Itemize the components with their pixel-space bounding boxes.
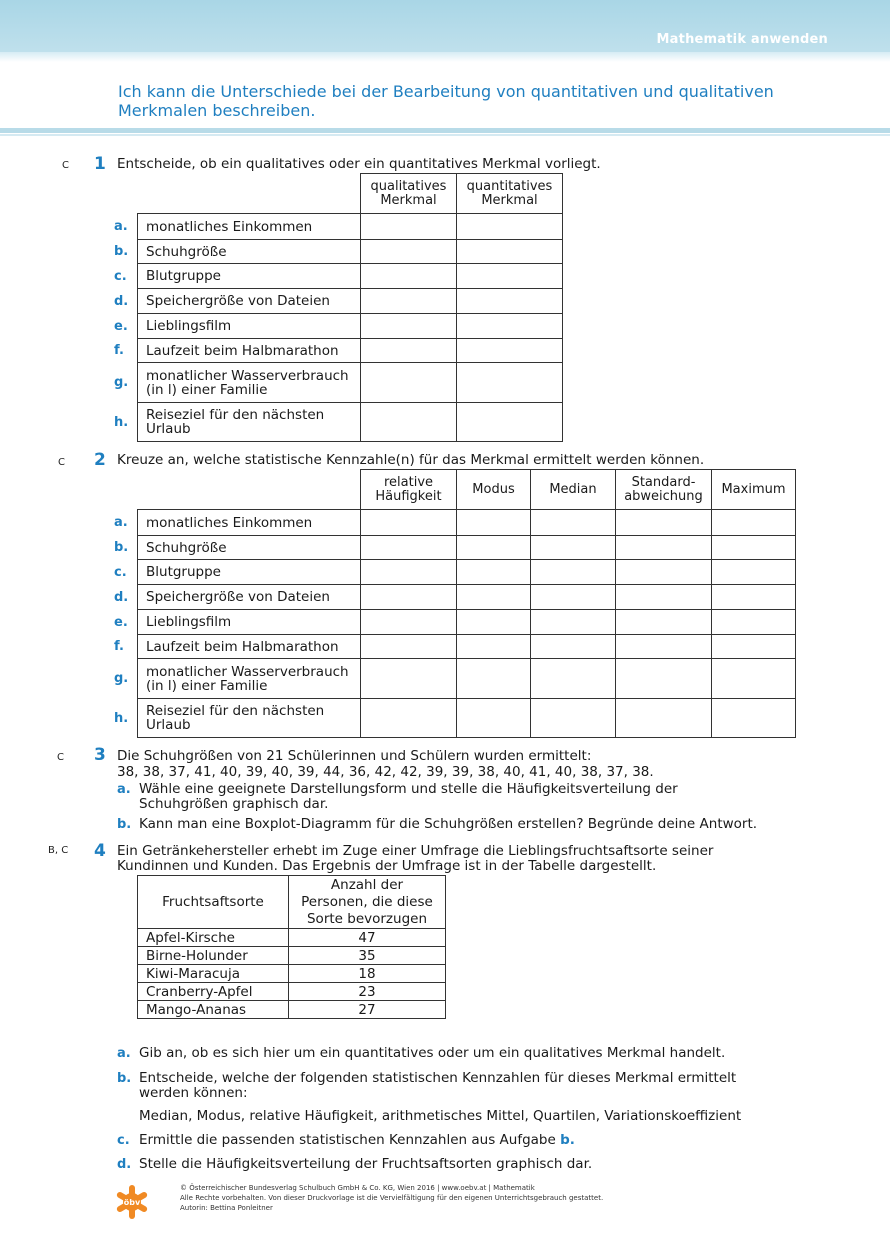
task2-column-header: Maximum <box>711 469 796 510</box>
footer-author: Autorin: Bettina Ponleitner <box>180 1204 273 1212</box>
task2-checkbox-cell[interactable] <box>530 609 616 635</box>
task2-checkbox-cell[interactable] <box>615 634 712 659</box>
task2-checkbox-cell[interactable] <box>456 584 531 610</box>
task2-checkbox-cell[interactable] <box>711 509 796 536</box>
task1-row-letter: e. <box>114 318 128 334</box>
task1-row-label: Blutgruppe <box>137 263 361 289</box>
header-band-fade <box>0 52 890 62</box>
footer-copyright: © Österreichischer Bundesverlag Schulbuch GmbH & Co. KG, Wien 2016 | www.oebv.at | Mathematik <box>180 1184 535 1192</box>
task1-checkbox-cell[interactable] <box>456 263 563 289</box>
task2-checkbox-cell[interactable] <box>530 535 616 560</box>
task2-column-header: Median <box>530 469 616 510</box>
task1-row-label: monatlicher Wasserverbrauch (in l) einer Familie <box>137 362 361 403</box>
task4-c-text <box>139 1133 575 1148</box>
task2-checkbox-cell[interactable] <box>360 634 457 659</box>
task3-b-letter: b. <box>117 817 132 832</box>
task1-checkbox-cell[interactable] <box>456 362 563 403</box>
task1-row-label: monatliches Einkommen <box>137 213 361 240</box>
task1-row-letter: d. <box>114 293 129 309</box>
task2-checkbox-cell[interactable] <box>615 559 712 585</box>
task2-checkbox-cell[interactable] <box>711 634 796 659</box>
juice-table <box>137 875 446 1019</box>
task3-b-text: Kann man eine Boxplot-Diagramm für die Schuhgrößen erstellen? Begründe deine Antwort. <box>139 816 758 832</box>
task2-checkbox-cell[interactable] <box>530 559 616 585</box>
task3-a-text: Wähle eine geeignete Darstellungsform und stelle die Häufigkeitsverteilung der Schuhgrößen graphisch dar. <box>139 781 678 812</box>
task2-checkbox-cell[interactable] <box>615 584 712 610</box>
learning-goal: Ich kann die Unterschiede bei der Bearbeitung von quantitativen und qualitativen Merkmalen beschreiben. <box>118 82 774 120</box>
task2-row-label: Lieblingsfilm <box>137 609 361 635</box>
header-title: Mathematik anwenden <box>656 32 828 47</box>
task4-b-list: Median, Modus, relative Häufigkeit, arithmetisches Mittel, Quartilen, Variationskoeffizient <box>139 1108 742 1124</box>
task2-checkbox-cell[interactable] <box>456 634 531 659</box>
task1-checkbox-cell[interactable] <box>360 213 457 240</box>
task2-checkbox-cell[interactable] <box>530 509 616 536</box>
task4-c-ref: b. <box>560 1132 575 1148</box>
footer-rights: Alle Rechte vorbehalten. Von dieser Druckvorlage ist die Vervielfältigung für den eigenen Unterrichtsgebrauch gestattet. <box>180 1194 604 1202</box>
task2-row-label: Reiseziel für den nächsten Urlaub <box>137 698 361 738</box>
task1-checkbox-cell[interactable] <box>456 288 563 314</box>
task2-row-letter: h. <box>114 710 129 726</box>
task2-checkbox-cell[interactable] <box>456 559 531 585</box>
task2-row-label: monatliches Einkommen <box>137 509 361 536</box>
juice-table-row <box>138 1001 446 1019</box>
juice-table-type: Birne-Holunder <box>138 947 289 965</box>
task2-checkbox-cell[interactable] <box>615 509 712 536</box>
task2-row-letter: c. <box>114 564 127 580</box>
task4-d-letter: d. <box>117 1157 132 1172</box>
task1-checkbox-cell[interactable] <box>456 338 563 363</box>
task2-row-label: Speichergröße von Dateien <box>137 584 361 610</box>
task1-row-letter: h. <box>114 414 129 430</box>
task2-row-letter: f. <box>114 639 124 654</box>
task1-checkbox-cell[interactable] <box>360 402 457 442</box>
juice-table-count: 23 <box>289 983 446 1001</box>
task1-column-header: qualitatives Merkmal <box>360 173 457 214</box>
task4-a-letter: a. <box>117 1046 131 1061</box>
task4-b-text: Entscheide, welche der folgenden statistischen Kennzahlen für dieses Merkmal ermittelt werden können: <box>139 1070 737 1101</box>
task2-row-letter: d. <box>114 589 129 605</box>
oebv-logo-text: öbv <box>123 1198 141 1207</box>
task1-checkbox-cell[interactable] <box>456 239 563 264</box>
task2-checkbox-cell[interactable] <box>711 658 796 699</box>
task2-checkbox-cell[interactable] <box>530 698 616 738</box>
task1-row-letter: c. <box>114 268 127 284</box>
task3-data: 38, 38, 37, 41, 40, 39, 40, 39, 44, 36, 42, 42, 39, 39, 38, 40, 41, 40, 38, 37, 38. <box>117 764 654 780</box>
oebv-logo-icon <box>114 1184 150 1220</box>
task2-column-header: relative Häufigkeit <box>360 469 457 510</box>
task1-row-label: Speichergröße von Dateien <box>137 288 361 314</box>
juice-table-row <box>138 929 446 947</box>
goal-divider <box>0 128 890 133</box>
task2-checkbox-cell[interactable] <box>530 658 616 699</box>
task2-checkbox-cell[interactable] <box>711 535 796 560</box>
task2-instruction: Kreuze an, welche statistische Kennzahle(n) für das Merkmal ermittelt werden können. <box>117 452 705 468</box>
task2-row-letter: g. <box>114 671 129 686</box>
task2-checkbox-cell[interactable] <box>360 698 457 738</box>
juice-table-count: 18 <box>289 965 446 983</box>
task1-row-letter: f. <box>114 343 124 358</box>
task2-checkbox-cell[interactable] <box>615 698 712 738</box>
task1-checkbox-cell[interactable] <box>360 338 457 363</box>
task2-row-label: monatlicher Wasserverbrauch (in l) einer Familie <box>137 658 361 699</box>
task2-checkbox-cell[interactable] <box>530 634 616 659</box>
task2-checkbox-cell[interactable] <box>615 609 712 635</box>
task2-number: 2 <box>94 450 106 470</box>
task3-instruction: Die Schuhgrößen von 21 Schülerinnen und Schülern wurden ermittelt: <box>117 748 592 764</box>
task2-row-label: Blutgruppe <box>137 559 361 585</box>
task2-row-letter: b. <box>114 540 129 555</box>
task2-checkbox-cell[interactable] <box>456 658 531 699</box>
task2-checkbox-cell[interactable] <box>530 584 616 610</box>
juice-table-count: 35 <box>289 947 446 965</box>
task2-checkbox-cell[interactable] <box>456 509 531 536</box>
task2-row-label: Schuhgröße <box>137 535 361 560</box>
juice-table-header-type: Fruchtsaftsorte <box>138 876 289 929</box>
task2-row-letter: e. <box>114 614 128 630</box>
task1-number: 1 <box>94 154 106 174</box>
task1-level: C <box>62 160 69 171</box>
juice-table-type: Apfel-Kirsche <box>138 929 289 947</box>
task2-checkbox-cell[interactable] <box>360 658 457 699</box>
task2-checkbox-cell[interactable] <box>360 584 457 610</box>
task2-checkbox-cell[interactable] <box>615 535 712 560</box>
task1-checkbox-cell[interactable] <box>360 362 457 403</box>
task1-checkbox-cell[interactable] <box>456 213 563 240</box>
task2-column-header: Modus <box>456 469 531 510</box>
task1-row-label: Reiseziel für den nächsten Urlaub <box>137 402 361 442</box>
task1-checkbox-cell[interactable] <box>456 313 563 339</box>
task3-a-letter: a. <box>117 782 131 797</box>
task4-a-text: Gib an, ob es sich hier um ein quantitatives oder um ein qualitatives Merkmal handelt. <box>139 1045 726 1061</box>
juice-table-row <box>138 983 446 1001</box>
task3-level: C <box>57 752 64 763</box>
task1-checkbox-cell[interactable] <box>456 402 563 442</box>
task1-row-label: Lieblingsfilm <box>137 313 361 339</box>
task2-checkbox-cell[interactable] <box>456 698 531 738</box>
task1-instruction: Entscheide, ob ein qualitatives oder ein quantitatives Merkmal vorliegt. <box>117 156 601 172</box>
task3-number: 3 <box>94 745 106 765</box>
goal-divider-light <box>0 134 890 136</box>
task2-checkbox-cell[interactable] <box>360 535 457 560</box>
task1-checkbox-cell[interactable] <box>360 263 457 289</box>
task2-checkbox-cell[interactable] <box>711 609 796 635</box>
juice-table-header-count: Anzahl der Personen, die diese Sorte bevorzugen <box>289 876 446 929</box>
task2-row-label: Laufzeit beim Halbmarathon <box>137 634 361 659</box>
task4-level: B, C <box>48 845 69 856</box>
task2-checkbox-cell[interactable] <box>360 559 457 585</box>
juice-table-type: Cranberry-Apfel <box>138 983 289 1001</box>
task2-checkbox-cell[interactable] <box>711 698 796 738</box>
task1-column-header: quantitatives Merkmal <box>456 173 563 214</box>
task2-level: C <box>58 457 65 468</box>
juice-table-count: 27 <box>289 1001 446 1019</box>
task4-number: 4 <box>94 841 106 861</box>
task2-checkbox-cell[interactable] <box>456 535 531 560</box>
task4-c-letter: c. <box>117 1133 130 1148</box>
task4-d-text: Stelle die Häufigkeitsverteilung der Fruchtsaftsorten graphisch dar. <box>139 1156 593 1172</box>
task1-row-letter: a. <box>114 219 128 234</box>
task4-instruction: Ein Getränkehersteller erhebt im Zuge einer Umfrage die Lieblingsfruchtsaftsorte seiner Kundinnen und Kunden. Das Ergebnis der Umfrage ist in der Tabelle dargestellt. <box>117 843 714 874</box>
task2-checkbox-cell[interactable] <box>360 509 457 536</box>
task4-c-text-main: Ermittle die passenden statistischen Kennzahlen aus Aufgabe <box>139 1132 556 1148</box>
task1-checkbox-cell[interactable] <box>360 313 457 339</box>
task1-checkbox-cell[interactable] <box>360 239 457 264</box>
task4-b-letter: b. <box>117 1071 132 1086</box>
task2-checkbox-cell[interactable] <box>456 609 531 635</box>
task2-checkbox-cell[interactable] <box>360 609 457 635</box>
task2-checkbox-cell[interactable] <box>711 559 796 585</box>
juice-table-count: 47 <box>289 929 446 947</box>
task1-checkbox-cell[interactable] <box>360 288 457 314</box>
task2-column-header: Standard-abweichung <box>615 469 712 510</box>
oebv-logo <box>114 1184 150 1220</box>
task1-row-letter: g. <box>114 375 129 390</box>
task1-row-letter: b. <box>114 244 129 259</box>
task2-checkbox-cell[interactable] <box>711 584 796 610</box>
juice-table-type: Mango-Ananas <box>138 1001 289 1019</box>
task1-row-label: Laufzeit beim Halbmarathon <box>137 338 361 363</box>
task2-row-letter: a. <box>114 515 128 530</box>
task1-row-label: Schuhgröße <box>137 239 361 264</box>
juice-table-row <box>138 965 446 983</box>
task2-checkbox-cell[interactable] <box>615 658 712 699</box>
juice-table-row <box>138 947 446 965</box>
juice-table-type: Kiwi-Maracuja <box>138 965 289 983</box>
